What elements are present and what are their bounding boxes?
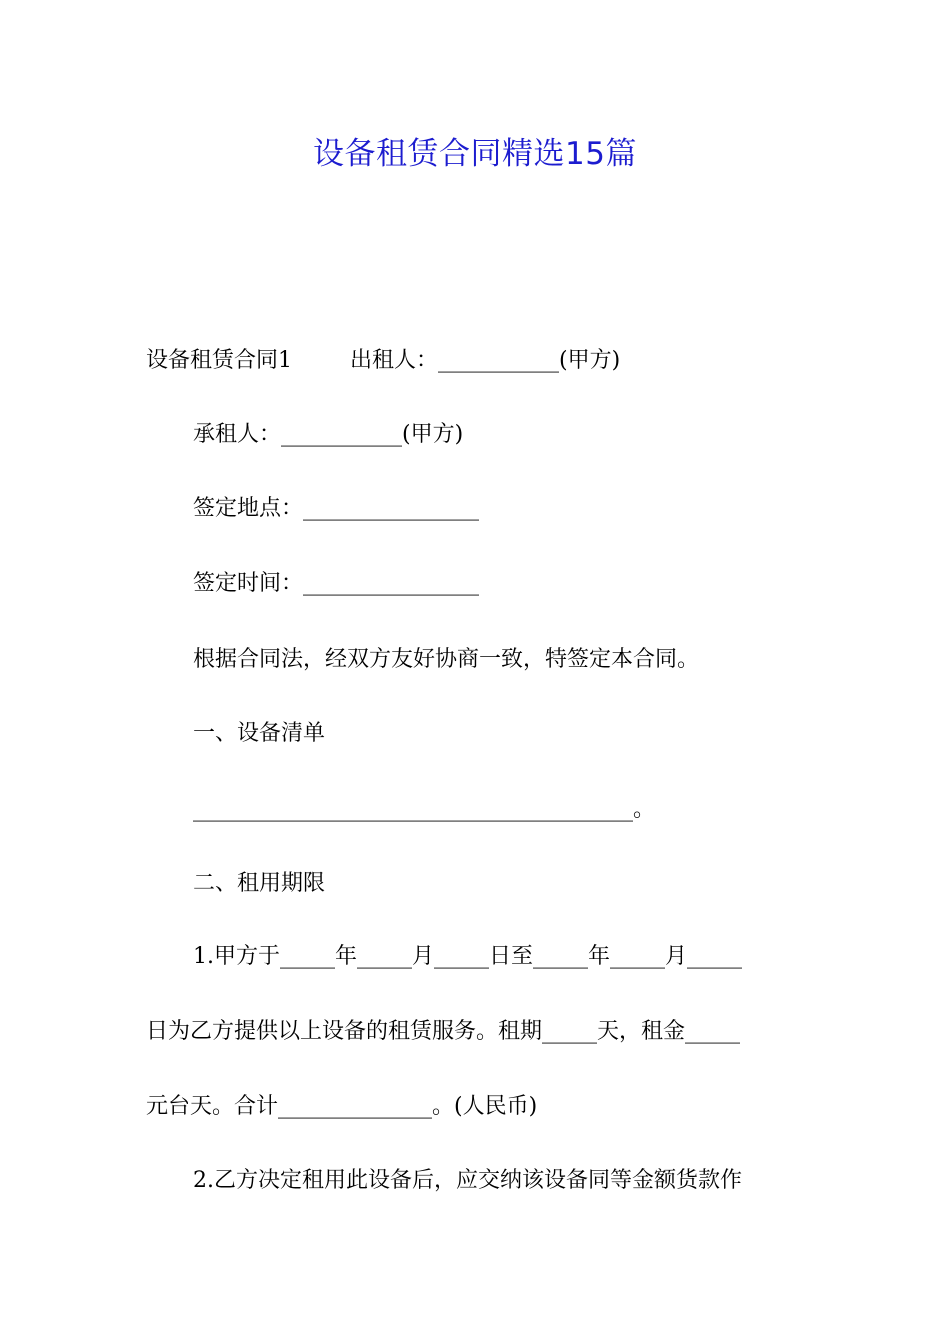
document-title: 设备租赁合同精选15篇 xyxy=(313,136,637,172)
deposit-paragraph-line-1: 2.乙方决定租用此设备后，应交纳该设备同等金额货款作 xyxy=(193,1168,742,1193)
lease-term-paragraph-line-3: 元台天。合计______________。(人民币) xyxy=(146,1094,538,1119)
section-equipment-list-heading: 一、设备清单 xyxy=(193,721,326,746)
lease-term-paragraph-line-2: 日为乙方提供以上设备的租赁服务。租期_____天，租金_____ xyxy=(146,1019,741,1044)
signing-time-field: 签定时间：________________ xyxy=(193,571,480,596)
lessor-field: 出租人：___________(甲方) xyxy=(350,348,621,373)
equipment-list-blank: ________________________________________。 xyxy=(193,797,656,822)
contract-number-label: 设备租赁合同1 xyxy=(146,348,292,373)
lessee-field: 承租人：___________(甲方) xyxy=(193,422,464,447)
lease-term-paragraph-line-1: 1.甲方于_____年_____月_____日至_____年_____月_____ xyxy=(193,944,742,969)
signing-place-field: 签定地点：________________ xyxy=(193,496,480,521)
preamble-paragraph: 根据合同法，经双方友好协商一致，特签定本合同。 xyxy=(193,647,700,672)
section-lease-term-heading: 二、租用期限 xyxy=(193,871,326,896)
contract-heading-line xyxy=(146,346,620,376)
